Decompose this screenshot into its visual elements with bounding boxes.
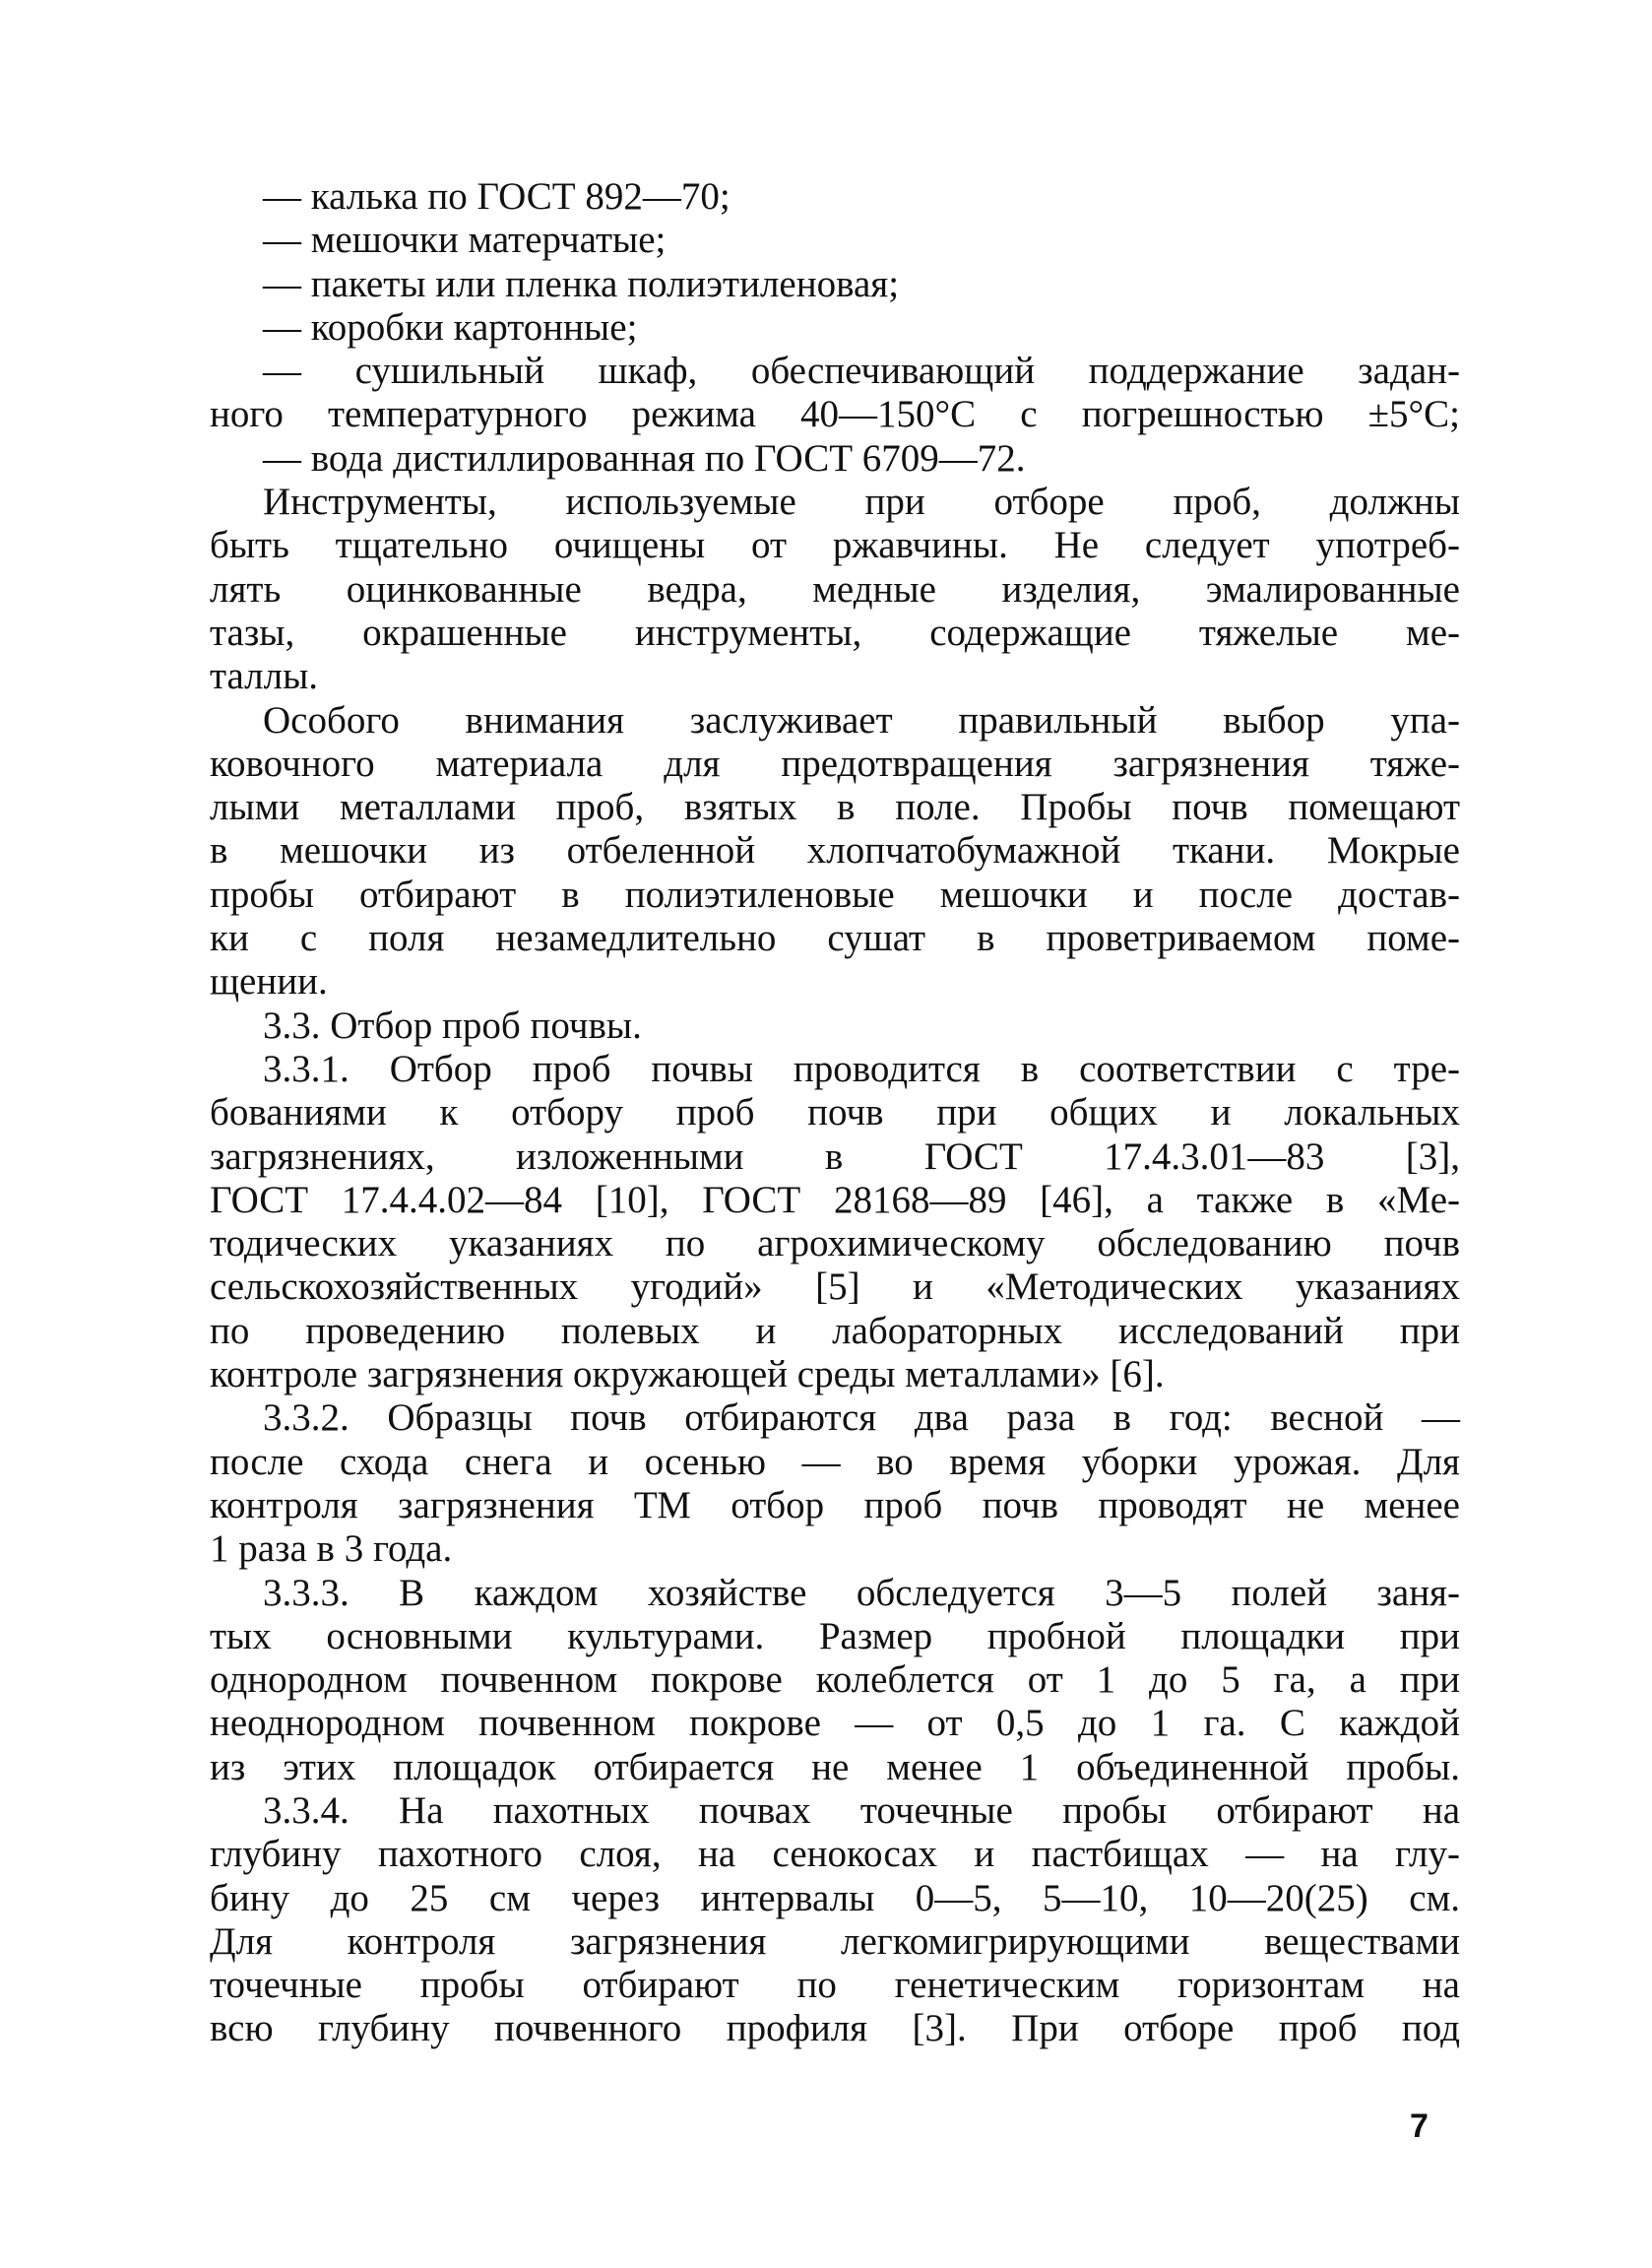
text-line: Для контроля загрязнения легкомигрирующими веществами bbox=[210, 1919, 1460, 1963]
text-line: однородном почвенном покрове колеблется от 1 до 5 га, а при bbox=[210, 1658, 1460, 1702]
text-line: 3.3.4. На пахотных почвах точечные пробы отбирают на bbox=[263, 1788, 1460, 1832]
text-line: — пакеты или пленка полиэтиленовая; bbox=[263, 262, 900, 305]
text-line: контроля загрязнения ТМ отбор проб почв проводят не менее bbox=[210, 1483, 1460, 1526]
text-line: щении. bbox=[210, 960, 328, 1004]
text-line: тодических указаниях по агрохимическому обследованию почв bbox=[210, 1222, 1460, 1265]
text-line: 3.3. Отбор проб почвы. bbox=[263, 1004, 642, 1047]
text-line: по проведению полевых и лабораторных исследований при bbox=[210, 1309, 1460, 1352]
text-line: всю глубину почвенного профиля [3]. При отборе проб под bbox=[210, 2007, 1460, 2050]
text-line: из этих площадок отбирается не менее 1 объединенной пробы. bbox=[210, 1745, 1460, 1788]
text-line: быть тщательно очищены от ржавчины. Не следует употреб- bbox=[210, 524, 1460, 567]
text-line: лыми металлами проб, взятых в поле. Пробы почв помещают bbox=[210, 786, 1460, 829]
text-line: сельскохозяйственных угодий» [5] и «Методических указаниях bbox=[210, 1265, 1460, 1309]
text-line: ного температурного режима 40—150°С с погрешностью ±5°С; bbox=[210, 393, 1460, 436]
page-number: 7 bbox=[1410, 2107, 1429, 2145]
text-line: 3.3.2. Образцы почв отбираются два раза в год: весной — bbox=[263, 1396, 1460, 1440]
text-line: ГОСТ 17.4.4.02—84 [10], ГОСТ 28168—89 [46], а также в «Ме- bbox=[210, 1178, 1460, 1221]
text-line: в мешочки из отбеленной хлопчатобумажной ткани. Мокрые bbox=[210, 829, 1460, 873]
text-line: — сушильный шкаф, обеспечивающий поддержание задан- bbox=[263, 350, 1460, 393]
text-line: бованиями к отбору проб почв при общих и локальных bbox=[210, 1091, 1460, 1134]
text-line: неоднородном почвенном покрове — от 0,5 до 1 га. С каждой bbox=[210, 1702, 1460, 1745]
text-line: лять оцинкованные ведра, медные изделия, эмалированные bbox=[210, 567, 1460, 611]
text-line: таллы. bbox=[210, 655, 319, 698]
text-line: Инструменты, используемые при отборе проб, должны bbox=[263, 481, 1460, 524]
text-line: ковочного материала для предотвращения загрязнения тяже- bbox=[210, 742, 1460, 785]
text-line: тазы, окрашенные инструменты, содержащие тяжелые ме- bbox=[210, 611, 1460, 654]
text-line: 1 раза в 3 года. bbox=[210, 1527, 453, 1571]
text-line: — коробки картонные; bbox=[263, 305, 638, 349]
text-line: Особого внимания заслуживает правильный выбор упа- bbox=[263, 698, 1460, 742]
text-line: загрязнениях, изложенными в ГОСТ 17.4.3.01—83 [3], bbox=[210, 1134, 1460, 1178]
text-line: глубину пахотного слоя, на сенокосах и пастбищах — на глу- bbox=[210, 1833, 1460, 1876]
text-line: ки с поля незамедлительно сушат в проветриваемом поме- bbox=[210, 917, 1460, 960]
text-line: 3.3.3. В каждом хозяйстве обследуется 3—5 полей заня- bbox=[263, 1571, 1460, 1614]
text-line: бину до 25 см через интервалы 0—5, 5—10, 10—20(25) см. bbox=[210, 1876, 1460, 1919]
text-line: контроле загрязнения окружающей среды металлами» [6]. bbox=[210, 1353, 1165, 1396]
text-line: — вода дистиллированная по ГОСТ 6709—72. bbox=[263, 436, 1026, 480]
text-line: тых основными культурами. Размер пробной площадки при bbox=[210, 1614, 1460, 1657]
text-line: — калька по ГОСТ 892—70; bbox=[263, 175, 731, 218]
text-line: 3.3.1. Отбор проб почвы проводится в соответствии с тре- bbox=[263, 1047, 1460, 1090]
body-text bbox=[210, 175, 1460, 2051]
text-line: точечные пробы отбирают по генетическим горизонтам на bbox=[210, 1964, 1460, 2007]
text-line: пробы отбирают в полиэтиленовые мешочки и после достав- bbox=[210, 873, 1460, 916]
text-line: после схода снега и осенью — во время уборки урожая. Для bbox=[210, 1440, 1460, 1483]
text-line: — мешочки матерчатые; bbox=[263, 219, 667, 262]
